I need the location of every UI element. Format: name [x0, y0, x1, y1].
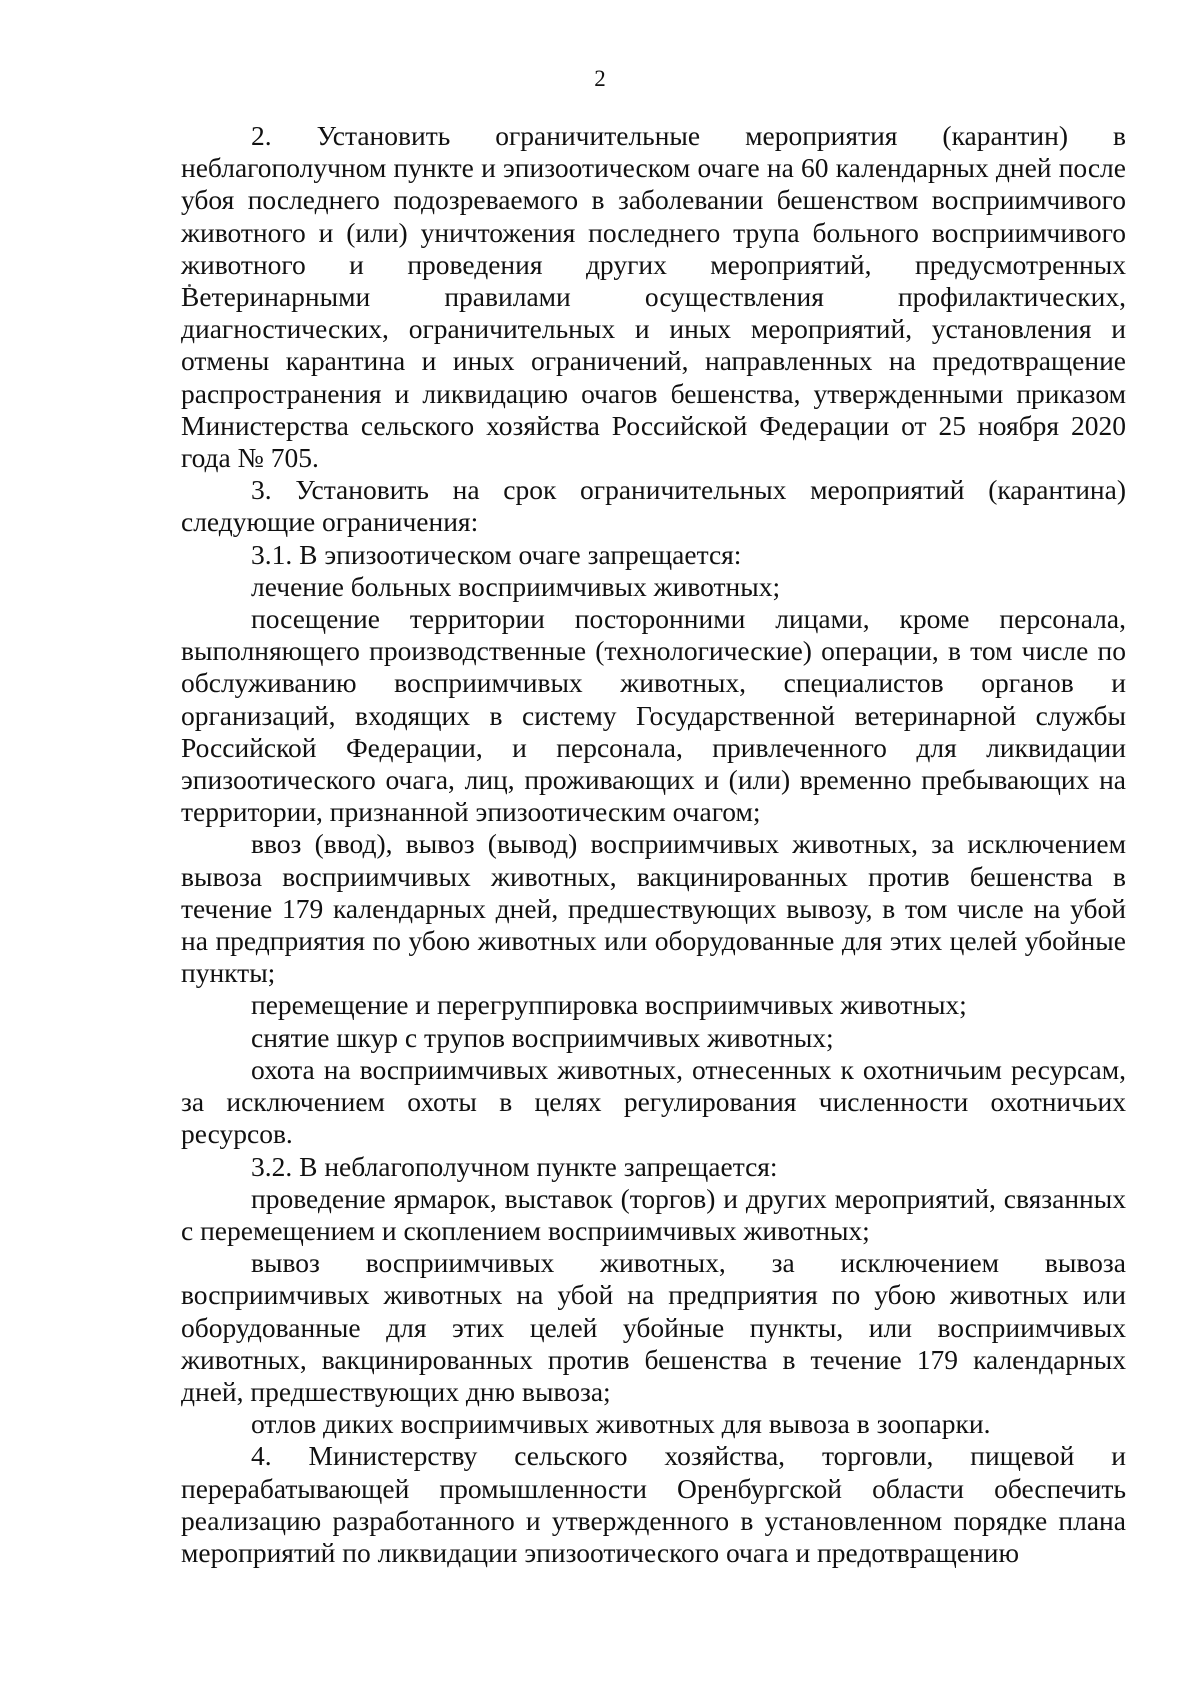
document-body	[181, 120, 1126, 1569]
restriction-item: лечение больных восприимчивых животных;	[251, 570, 781, 602]
subsection-3-2-heading: 3.2. В неблагополучном пункте запрещается:	[251, 1150, 778, 1182]
restriction-item: проведение ярмарок, выставок (торгов) и других мероприятий, связанных с перемещением и скоплением восприимчивых животных;	[181, 1182, 1126, 1246]
restriction-item: охота на восприимчивых животных, отнесенных к охотничьим ресурсам, за исключением охоты в целях регулирования численности охотничьих ресурсов.	[181, 1053, 1126, 1150]
restriction-item: вывоз восприимчивых животных, за исключением вывоза восприимчивых животных на убой на предприятия по убою животных или оборудованные для этих целей убойные пункты, или восприимчивых животных, вакцинированных против бешенства в течение 179 календарных дней, предшествующих дню вывоза;	[181, 1247, 1126, 1407]
restriction-item: снятие шкур с трупов восприимчивых животных;	[251, 1021, 834, 1053]
restriction-item: отлов диких восприимчивых животных для вывоза в зоопарки.	[251, 1408, 991, 1440]
restriction-item: ввоз (ввод), вывоз (вывод) восприимчивых животных, за исключением вывоза восприимчивых животных, вакцинированных против бешенства в течение 179 календарных дней, предшествующих вывозу, в том числе на убой на предприятия по убою животных или оборудованные для этих целей убойные пункты;	[181, 828, 1126, 989]
restriction-item: посещение территории посторонними лицами, кроме персонала, выполняющего производственные (технологические) операции, в том числе по обслуживанию восприимчивых животных, специалистов органов и организаций, входящих в систему Государственной ветеринарной службы Российской Федерации, и персонала, привлеченного для ликвидации эпизоотического очага, лиц, проживающих и (или) временно пребывающих на территории, признанной эпизоотическим очагом;	[181, 603, 1126, 828]
paragraph-item-3: 3. Установить на срок ограничительных мероприятий (карантина) следующие ограничения:	[181, 474, 1126, 538]
page-number: 2	[594, 66, 606, 91]
restriction-item: перемещение и перегруппировка восприимчивых животных;	[251, 989, 967, 1021]
subsection-3-1-heading: 3.1. В эпизоотическом очаге запрещается:	[251, 538, 742, 570]
paragraph-item-4: 4. Министерству сельского хозяйства, торговли, пищевой и перерабатывающей промышленности Оренбургской области обеспечить реализацию разработанного и утвержденного в установленном порядке плана мероприятий по ликвидации эпизоотического очага и предотвращению	[181, 1440, 1126, 1568]
paragraph-item-2: 2. Установить ограничительные мероприятия (карантин) в неблагополучном пункте и эпизоотическом очаге на 60 календарных дней после убоя последнего подозреваемого в заболевании бешенством восприимчивого животного и (или) уничтожения последнего трупа больного восприимчивого животного и проведения других мероприятий, предусмотренных Ветеринарными правилами осуществления профилактических, диагностических, ограничительных и иных мероприятий, установления и отмены карантина и иных ограничений, направленных на предотвращение распространения и ликвидацию очагов бешенства, утвержденными приказом Министерства сельского хозяйства Российской Федерации от 25 ноября 2020 года № 705.	[181, 120, 1126, 474]
